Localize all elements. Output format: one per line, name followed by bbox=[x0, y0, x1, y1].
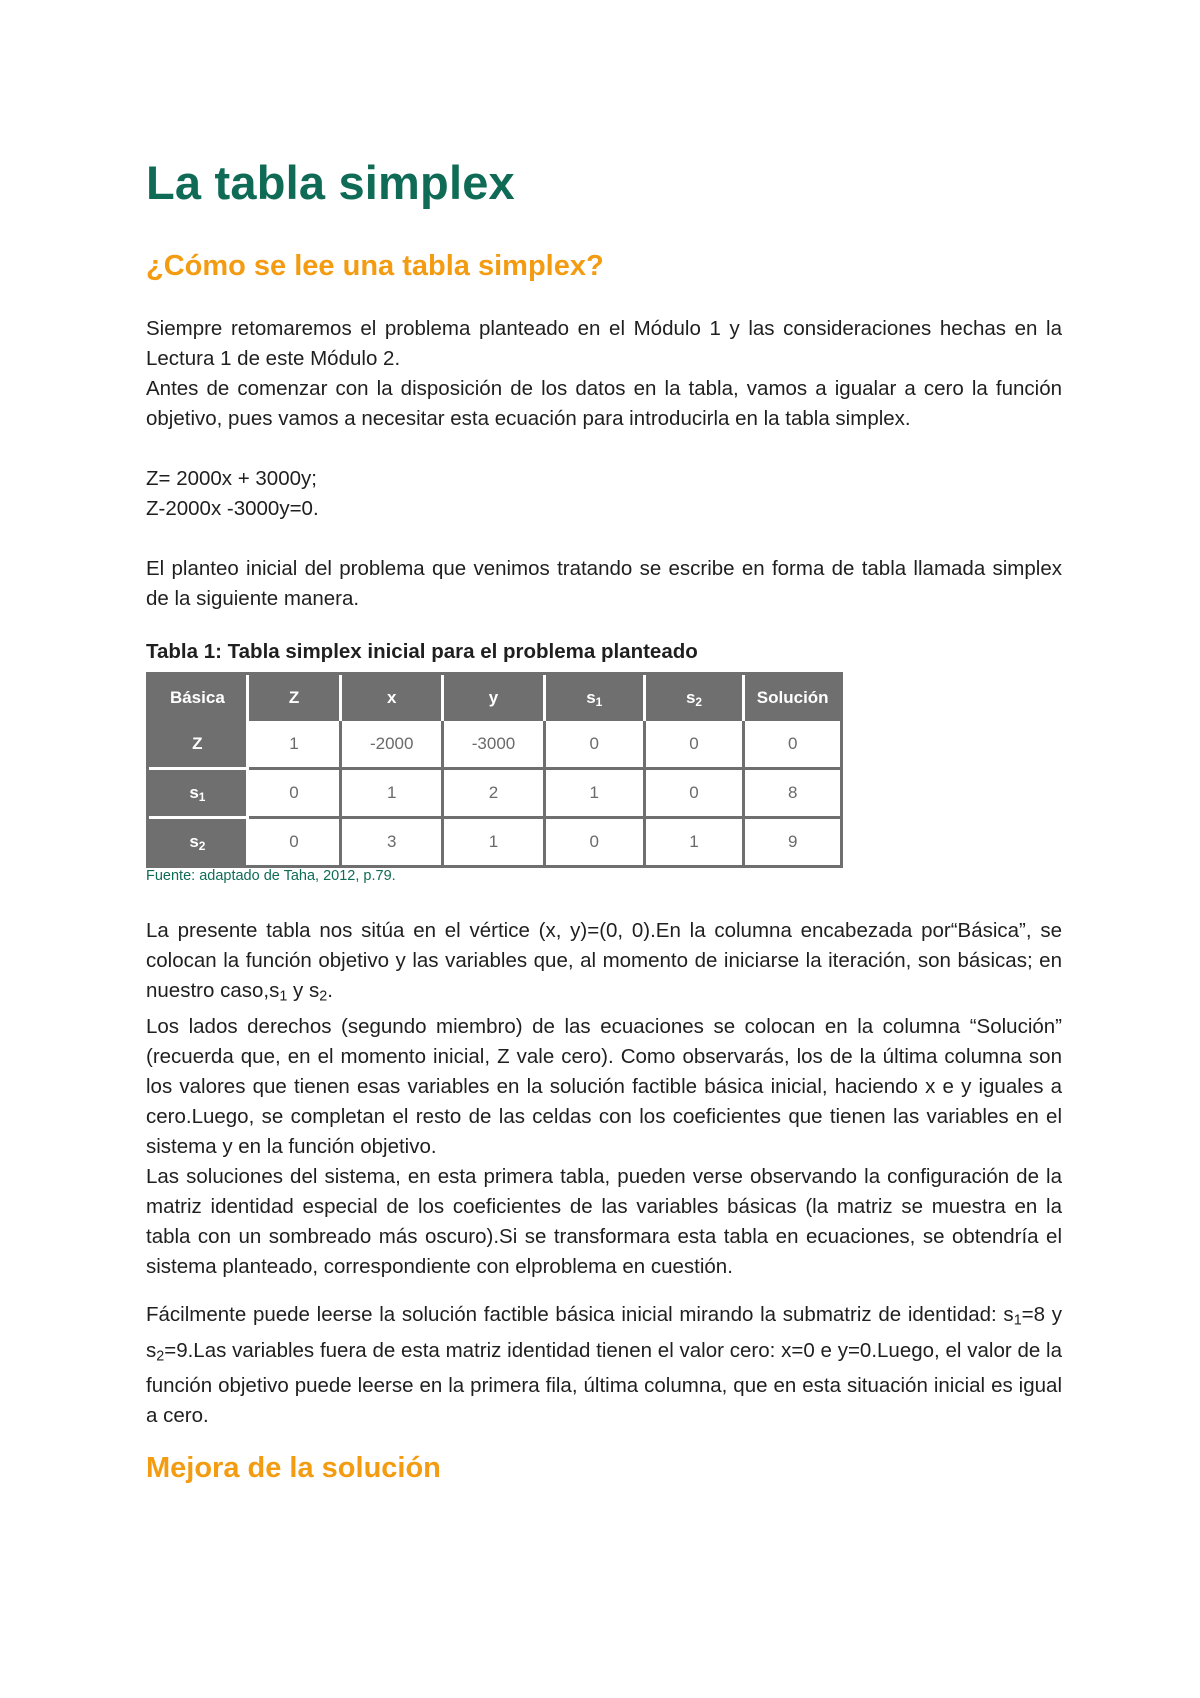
table-header-row bbox=[149, 675, 840, 721]
section-heading-how-to-read: ¿Cómo se lee una tabla simplex? bbox=[146, 250, 604, 282]
table-cell: 1 bbox=[249, 721, 343, 770]
section-heading-improvement: Mejora de la solución bbox=[146, 1452, 441, 1484]
page-title: La tabla simplex bbox=[146, 156, 515, 209]
explanation-part-a: La presente tabla nos sitúa en el vértice (x, y)=(0, 0).En la columna encabezada por“Básica”, se colocan la función objetivo y las variables que, al momento de iniciarse la iteración, son básicas; en nuestro $caso,s_1$ y $s_2$. bbox=[146, 919, 1062, 1005]
table-cell: 0 bbox=[646, 721, 746, 770]
row-label-z: Z bbox=[149, 721, 249, 770]
solution-reading-paragraph: Fácilmente puede leerse la solución factible básica inicial mirando la submatriz de identidad: $s_1=8$ y $s_2=9.Las$ variables fuera de esta matriz identidad tienen el valor cero: x=0 e y=0.Luego, el valor de la función objetivo puede leerse en la primera fila, última columna, que en esta situación inicial es igual a cero. bbox=[146, 1303, 1062, 1428]
table-row bbox=[149, 819, 840, 865]
row-label-s1: $s_1$ bbox=[149, 770, 249, 819]
header-x: x bbox=[342, 675, 444, 721]
table-cell: 8 bbox=[745, 770, 840, 819]
table-cell: 1 bbox=[646, 819, 746, 865]
table-cell: 0 bbox=[249, 770, 343, 819]
equation-objective: Z= 2000x + 3000y; bbox=[146, 467, 317, 490]
table-cell: 0 bbox=[646, 770, 746, 819]
equation-zeroed: Z-2000x -3000y=0. bbox=[146, 497, 319, 520]
intro-line-1: Siempre retomaremos el problema planteado en el Módulo 1 y las consideraciones hechas en la Lectura 1 de este Módulo 2. bbox=[146, 317, 1062, 370]
table-row bbox=[149, 770, 840, 819]
table-caption: Tabla 1: Tabla simplex inicial para el problema planteado bbox=[146, 640, 698, 663]
table-cell: 0 bbox=[249, 819, 343, 865]
table-cell: -3000 bbox=[444, 721, 546, 770]
table-cell: 9 bbox=[745, 819, 840, 865]
header-s1: $s_1$ bbox=[546, 675, 646, 721]
explanation-part-b: Los lados derechos (segundo miembro) de las ecuaciones se colocan en la columna “Solución” (recuerda que, en el momento inicial, Z vale cero). Como observarás, los de la última columna son los valores que tienen esas variables en la solución factible básica inicial, haciendo x e y iguales a cero.Luego, se completan el resto de las celdas con los coeficientes que tienen las variables en el sistema y en la función objetivo. bbox=[146, 1014, 1062, 1158]
table-cell: 1 bbox=[546, 770, 646, 819]
header-s2: $s_2$ bbox=[646, 675, 746, 721]
header-solucion: Solución bbox=[745, 675, 840, 721]
table-intro-paragraph: El planteo inicial del problema que venimos tratando se escribe en forma de tabla llamada simplex de la siguiente manera. bbox=[146, 557, 1062, 610]
row-label-s2: $s_2$ bbox=[149, 819, 249, 865]
simplex-table bbox=[146, 672, 843, 868]
explanation-paragraph bbox=[146, 916, 1062, 1282]
table-cell: -2000 bbox=[342, 721, 444, 770]
explanation-part-c: Las soluciones del sistema, en esta primera tabla, pueden verse observando la configuración de la matriz identidad especial de los coeficientes de las variables básicas (la matriz se muestra en la tabla con un sombreado más oscuro).Si se transformara esta tabla en ecuaciones, se obtendría el sistema planteado, correspondiente con elproblema en cuestión. bbox=[146, 1164, 1062, 1278]
table-row bbox=[149, 721, 840, 770]
intro-line-2: Antes de comenzar con la disposición de los datos en la tabla, vamos a igualar a cero la función objetivo, pues vamos a necesitar esta ecuación para introducirla en la tabla simplex. bbox=[146, 377, 1062, 430]
table-cell: 0 bbox=[546, 819, 646, 865]
header-y: y bbox=[444, 675, 546, 721]
intro-paragraph bbox=[146, 314, 1062, 434]
table-cell: 2 bbox=[444, 770, 546, 819]
table-cell: 1 bbox=[342, 770, 444, 819]
table-source: Fuente: adaptado de Taha, 2012, p.79. bbox=[146, 868, 396, 884]
table-cell: 1 bbox=[444, 819, 546, 865]
equations-block bbox=[146, 464, 1062, 524]
table-cell: 0 bbox=[745, 721, 840, 770]
table-cell: 0 bbox=[546, 721, 646, 770]
header-basica: Básica bbox=[149, 675, 249, 721]
table-cell: 3 bbox=[342, 819, 444, 865]
header-z: Z bbox=[249, 675, 343, 721]
